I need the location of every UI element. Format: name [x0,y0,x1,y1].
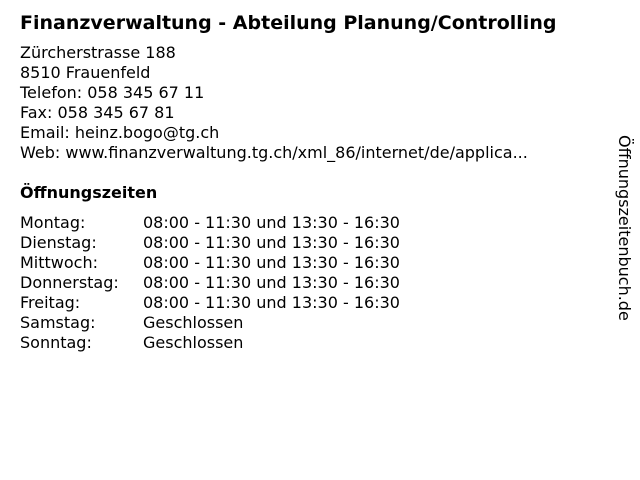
hours-row-friday [20,293,400,313]
address-fax: Fax: 058 345 67 81 [20,103,175,122]
opening-hours-heading: Öffnungszeiten [20,183,158,202]
time-value: 08:00 - 11:30 und 13:30 - 16:30 [143,293,400,312]
time-value: 08:00 - 11:30 und 13:30 - 16:30 [143,213,400,232]
day-label: Donnerstag: [20,273,119,292]
time-value: 08:00 - 11:30 und 13:30 - 16:30 [143,273,400,292]
time-value: Geschlossen [143,333,244,352]
day-label: Montag: [20,213,86,232]
address-city: 8510 Frauenfeld [20,63,151,82]
opening-hours-table [20,213,400,353]
hours-row-saturday [20,313,400,333]
hours-row-wednesday [20,253,400,273]
hours-row-monday [20,213,400,233]
hours-row-thursday [20,273,400,293]
day-label: Sonntag: [20,333,92,352]
page-title: Finanzverwaltung - Abteilung Planung/Controlling [20,12,557,34]
address-email: Email: heinz.bogo@tg.ch [20,123,220,142]
day-label: Mittwoch: [20,253,98,272]
brand-watermark: Öffnungszeitenbuch.de [615,135,634,321]
address-phone: Telefon: 058 345 67 11 [20,83,205,102]
hours-row-sunday [20,333,400,353]
time-value: 08:00 - 11:30 und 13:30 - 16:30 [143,253,400,272]
day-label: Freitag: [20,293,81,312]
address-block [20,43,528,163]
time-value: Geschlossen [143,313,244,332]
address-web: Web: www.finanzverwaltung.tg.ch/xml_86/internet/de/applica... [20,143,528,162]
time-value: 08:00 - 11:30 und 13:30 - 16:30 [143,233,400,252]
day-label: Samstag: [20,313,96,332]
hours-row-tuesday [20,233,400,253]
address-street: Zürcherstrasse 188 [20,43,176,62]
day-label: Dienstag: [20,233,97,252]
